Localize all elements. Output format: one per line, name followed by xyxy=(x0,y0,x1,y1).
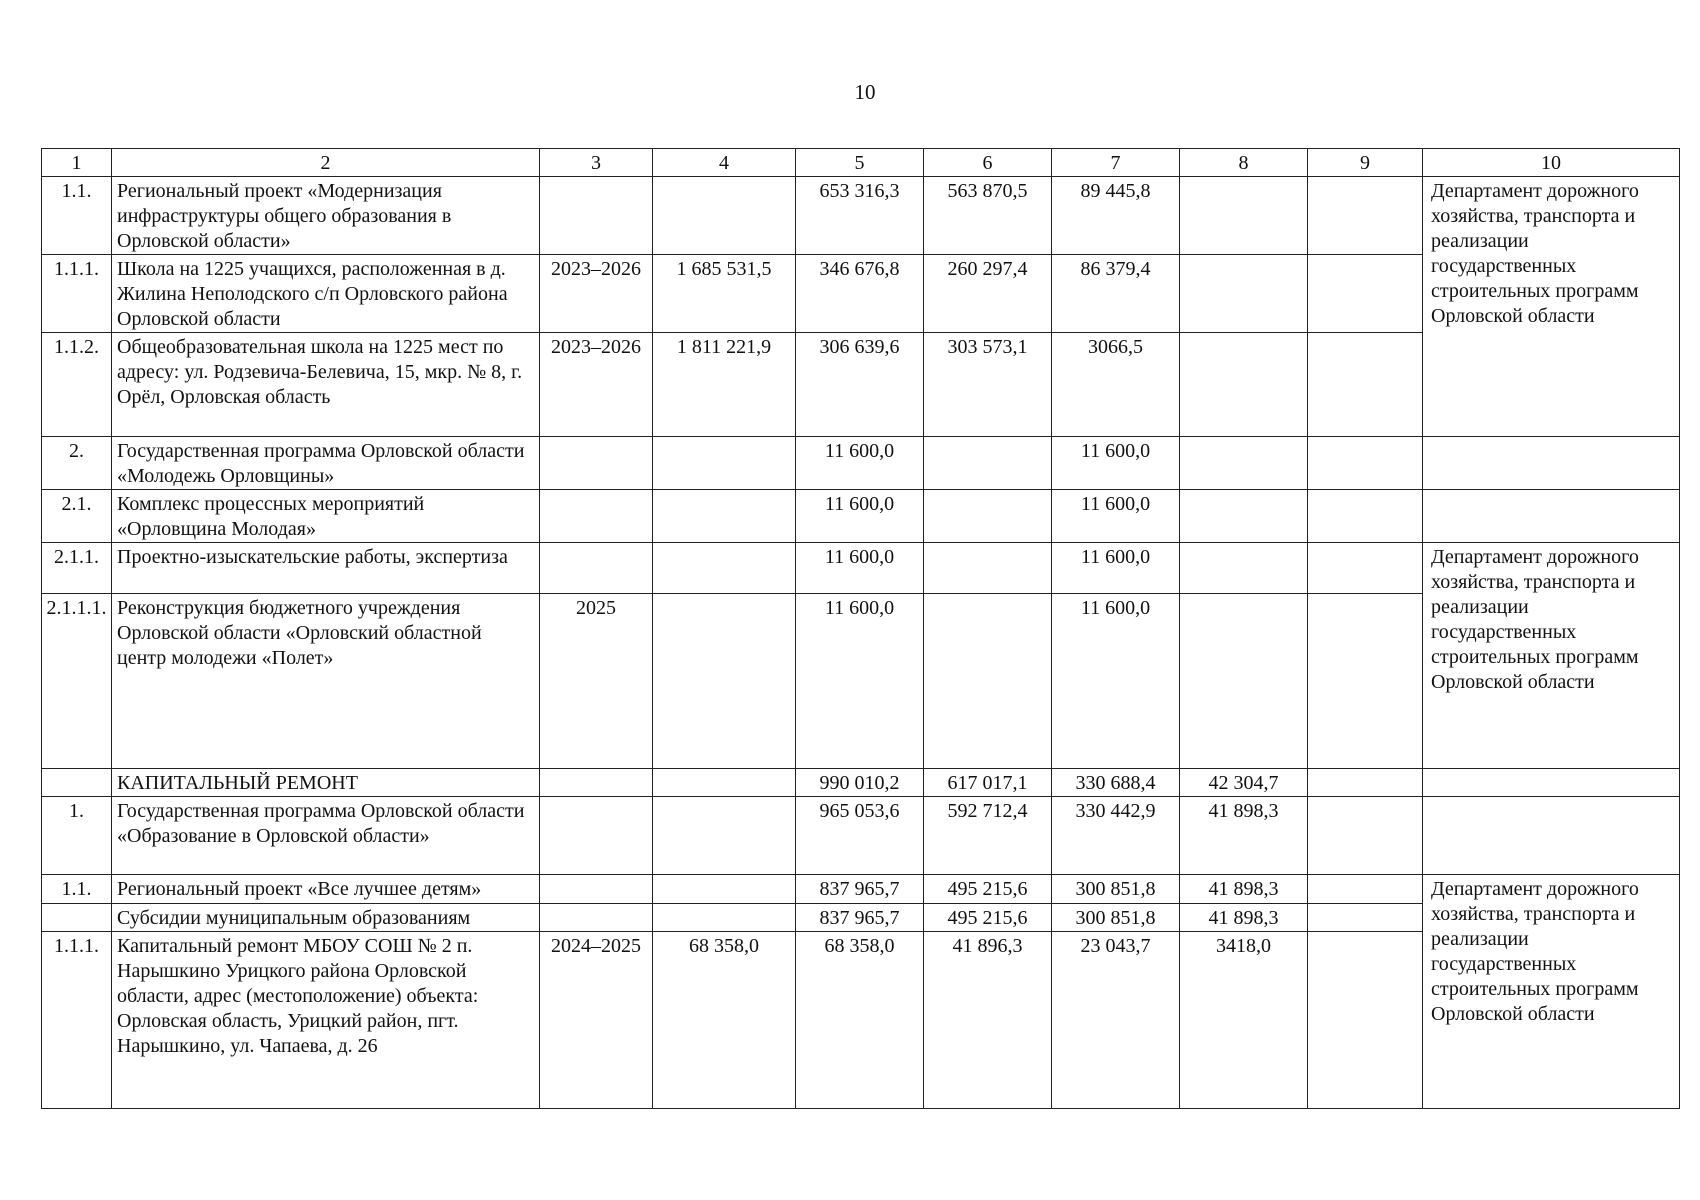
responsible-department xyxy=(1423,490,1680,543)
table-row xyxy=(42,769,1680,797)
row-value-6: 303 573,1 xyxy=(924,333,1052,437)
row-value-7: 300 851,8 xyxy=(1052,875,1180,904)
responsible-department: Департамент дорожного хозяйства, транспорта и реализации государственных строительных программ Орловской области xyxy=(1423,875,1680,1109)
row-period: 2025 xyxy=(540,594,653,769)
column-header: 10 xyxy=(1423,149,1680,177)
row-cost: 1 685 531,5 xyxy=(653,255,796,333)
row-value-8: 41 898,3 xyxy=(1180,875,1308,904)
row-value-7: 3066,5 xyxy=(1052,333,1180,437)
row-value-9 xyxy=(1308,333,1423,437)
row-value-7: 330 688,4 xyxy=(1052,769,1180,797)
row-period xyxy=(540,177,653,255)
row-number: 2. xyxy=(42,437,112,490)
row-period: 2023–2026 xyxy=(540,255,653,333)
row-value-5: 68 358,0 xyxy=(796,932,924,1109)
row-cost xyxy=(653,437,796,490)
column-header: 1 xyxy=(42,149,112,177)
row-name: Капитальный ремонт МБОУ СОШ № 2 п. Нарышкино Урицкого района Орловской области, адрес (местоположение) объекта: Орловская область, Урицкий район, пгт. Нарышкино, ул. Чапаева, д. 26 xyxy=(112,932,540,1109)
row-number xyxy=(42,769,112,797)
row-value-6 xyxy=(924,543,1052,594)
row-value-8: 3418,0 xyxy=(1180,932,1308,1109)
row-value-9 xyxy=(1308,177,1423,255)
row-value-9 xyxy=(1308,904,1423,932)
row-number: 1.1.1. xyxy=(42,255,112,333)
row-name: Субсидии муниципальным образованиям xyxy=(112,904,540,932)
row-value-6: 260 297,4 xyxy=(924,255,1052,333)
row-cost: 1 811 221,9 xyxy=(653,333,796,437)
row-cost xyxy=(653,543,796,594)
row-period xyxy=(540,437,653,490)
row-value-8 xyxy=(1180,177,1308,255)
row-value-8 xyxy=(1180,333,1308,437)
row-value-8 xyxy=(1180,490,1308,543)
row-value-8: 42 304,7 xyxy=(1180,769,1308,797)
row-value-8 xyxy=(1180,437,1308,490)
table-row xyxy=(42,797,1680,875)
row-value-7: 89 445,8 xyxy=(1052,177,1180,255)
row-period xyxy=(540,769,653,797)
row-value-8 xyxy=(1180,543,1308,594)
row-name: Реконструкция бюджетного учреждения Орловской области «Орловский областной центр молодежи «Полет» xyxy=(112,594,540,769)
row-value-8 xyxy=(1180,594,1308,769)
row-value-5: 837 965,7 xyxy=(796,904,924,932)
row-period xyxy=(540,797,653,875)
row-value-5: 965 053,6 xyxy=(796,797,924,875)
row-value-8: 41 898,3 xyxy=(1180,904,1308,932)
column-header: 4 xyxy=(653,149,796,177)
responsible-department: Департамент дорожного хозяйства, транспорта и реализации государственных строительных программ Орловской области xyxy=(1423,543,1680,769)
row-value-6: 563 870,5 xyxy=(924,177,1052,255)
column-number-row xyxy=(42,149,1680,177)
table-row xyxy=(42,543,1680,594)
row-name: Общеобразовательная школа на 1225 мест по адресу: ул. Родзевича-Белевича, 15, мкр. № 8, г. Орёл, Орловская область xyxy=(112,333,540,437)
row-value-5: 837 965,7 xyxy=(796,875,924,904)
row-number: 1.1.2. xyxy=(42,333,112,437)
row-value-5: 346 676,8 xyxy=(796,255,924,333)
row-value-8: 41 898,3 xyxy=(1180,797,1308,875)
row-value-9 xyxy=(1308,543,1423,594)
row-value-7: 11 600,0 xyxy=(1052,543,1180,594)
row-value-9 xyxy=(1308,490,1423,543)
row-period xyxy=(540,543,653,594)
row-value-9 xyxy=(1308,875,1423,904)
table-row xyxy=(42,177,1680,255)
section-title: КАПИТАЛЬНЫЙ РЕМОНТ xyxy=(112,769,540,797)
column-header: 7 xyxy=(1052,149,1180,177)
row-name: Проектно-изыскательские работы, экспертиза xyxy=(112,543,540,594)
row-cost xyxy=(653,797,796,875)
row-value-7: 11 600,0 xyxy=(1052,490,1180,543)
row-number: 1.1. xyxy=(42,177,112,255)
row-value-5: 11 600,0 xyxy=(796,543,924,594)
row-value-9 xyxy=(1308,255,1423,333)
responsible-department xyxy=(1423,797,1680,875)
column-header: 9 xyxy=(1308,149,1423,177)
row-value-7: 330 442,9 xyxy=(1052,797,1180,875)
row-period xyxy=(540,904,653,932)
row-value-6: 495 215,6 xyxy=(924,875,1052,904)
row-number xyxy=(42,904,112,932)
row-value-6: 617 017,1 xyxy=(924,769,1052,797)
responsible-department xyxy=(1423,769,1680,797)
row-cost xyxy=(653,769,796,797)
row-value-6: 41 896,3 xyxy=(924,932,1052,1109)
row-value-5: 306 639,6 xyxy=(796,333,924,437)
row-value-7: 11 600,0 xyxy=(1052,594,1180,769)
column-header: 3 xyxy=(540,149,653,177)
row-name: Государственная программа Орловской области «Молодежь Орловщины» xyxy=(112,437,540,490)
row-number: 1.1.1. xyxy=(42,932,112,1109)
row-value-5: 653 316,3 xyxy=(796,177,924,255)
row-cost xyxy=(653,490,796,543)
row-value-7: 11 600,0 xyxy=(1052,437,1180,490)
row-value-5: 11 600,0 xyxy=(796,490,924,543)
row-name: Государственная программа Орловской области «Образование в Орловской области» xyxy=(112,797,540,875)
row-cost: 68 358,0 xyxy=(653,932,796,1109)
row-period: 2024–2025 xyxy=(540,932,653,1109)
row-value-9 xyxy=(1308,769,1423,797)
table-row xyxy=(42,437,1680,490)
column-header: 6 xyxy=(924,149,1052,177)
column-header: 5 xyxy=(796,149,924,177)
row-value-9 xyxy=(1308,594,1423,769)
row-value-7: 23 043,7 xyxy=(1052,932,1180,1109)
row-number: 2.1.1.1. xyxy=(42,594,112,769)
row-cost xyxy=(653,875,796,904)
row-period: 2023–2026 xyxy=(540,333,653,437)
row-name: Комплекс процессных мероприятий «Орловщина Молодая» xyxy=(112,490,540,543)
row-period xyxy=(540,875,653,904)
row-name: Школа на 1225 учащихся, расположенная в д. Жилина Неполодского с/п Орловского района Орловской области xyxy=(112,255,540,333)
row-value-6: 495 215,6 xyxy=(924,904,1052,932)
row-value-9 xyxy=(1308,437,1423,490)
row-value-5: 11 600,0 xyxy=(796,437,924,490)
row-cost xyxy=(653,904,796,932)
project-table xyxy=(41,148,1680,1109)
row-value-6 xyxy=(924,437,1052,490)
row-name: Региональный проект «Модернизация инфраструктуры общего образования в Орловской области» xyxy=(112,177,540,255)
row-number: 2.1. xyxy=(42,490,112,543)
row-value-7: 86 379,4 xyxy=(1052,255,1180,333)
responsible-department xyxy=(1423,437,1680,490)
row-number: 1. xyxy=(42,797,112,875)
row-value-6 xyxy=(924,594,1052,769)
row-cost xyxy=(653,177,796,255)
page-number: 10 xyxy=(854,80,876,104)
row-value-8 xyxy=(1180,255,1308,333)
column-header: 2 xyxy=(112,149,540,177)
row-period xyxy=(540,490,653,543)
table-row xyxy=(42,490,1680,543)
row-number: 1.1. xyxy=(42,875,112,904)
row-value-5: 990 010,2 xyxy=(796,769,924,797)
row-value-9 xyxy=(1308,932,1423,1109)
row-number: 2.1.1. xyxy=(42,543,112,594)
responsible-department: Департамент дорожного хозяйства, транспорта и реализации государственных строительных программ Орловской области xyxy=(1423,177,1680,437)
row-value-9 xyxy=(1308,797,1423,875)
row-value-5: 11 600,0 xyxy=(796,594,924,769)
column-header: 8 xyxy=(1180,149,1308,177)
row-value-6: 592 712,4 xyxy=(924,797,1052,875)
table-row xyxy=(42,875,1680,904)
row-value-7: 300 851,8 xyxy=(1052,904,1180,932)
row-name: Региональный проект «Все лучшее детям» xyxy=(112,875,540,904)
row-value-6 xyxy=(924,490,1052,543)
row-cost xyxy=(653,594,796,769)
